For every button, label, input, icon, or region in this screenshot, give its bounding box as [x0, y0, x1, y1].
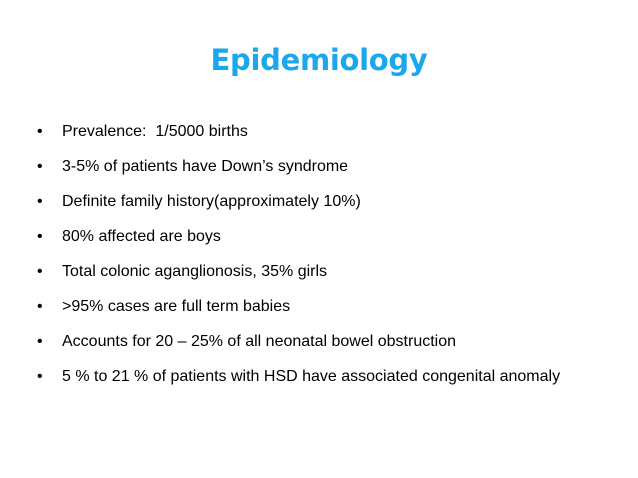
bullet-item-boys: [37, 223, 597, 250]
bullet-icon: •: [37, 368, 43, 385]
bullet-list: [37, 118, 597, 398]
bullet-item-downs-syndrome: [37, 153, 597, 180]
bullet-text: 3-5% of patients have Down’s syndrome: [62, 158, 349, 175]
bullet-icon: •: [37, 123, 43, 140]
bullet-icon: •: [37, 333, 43, 350]
bullet-icon: •: [37, 193, 43, 210]
bullet-item-bowel-obstruction: [37, 328, 597, 355]
bullet-icon: •: [37, 228, 43, 245]
bullet-text: 5 % to 21 % of patients with HSD have associated congenital anomaly: [62, 368, 561, 385]
bullet-text: Prevalence: 1/5000 births: [62, 123, 248, 140]
bullet-icon: •: [37, 298, 43, 315]
bullet-text: Definite family history(approximately 10%): [62, 193, 361, 210]
bullet-item-congenital-anomaly: [37, 363, 597, 390]
bullet-icon: •: [37, 158, 43, 175]
bullet-icon: •: [37, 263, 43, 280]
bullet-item-family-history: [37, 188, 597, 215]
bullet-text: Total colonic aganglionosis, 35% girls: [62, 263, 328, 280]
bullet-item-full-term: [37, 293, 597, 320]
bullet-text: >95% cases are full term babies: [62, 298, 291, 315]
bullet-item-prevalence: [37, 118, 597, 145]
bullet-text: Accounts for 20 – 25% of all neonatal bowel obstruction: [62, 333, 457, 350]
slide-title: Epidemiology: [210, 43, 428, 77]
bullet-text: 80% affected are boys: [62, 228, 221, 245]
bullet-item-colonic-aganglionosis: [37, 258, 597, 285]
